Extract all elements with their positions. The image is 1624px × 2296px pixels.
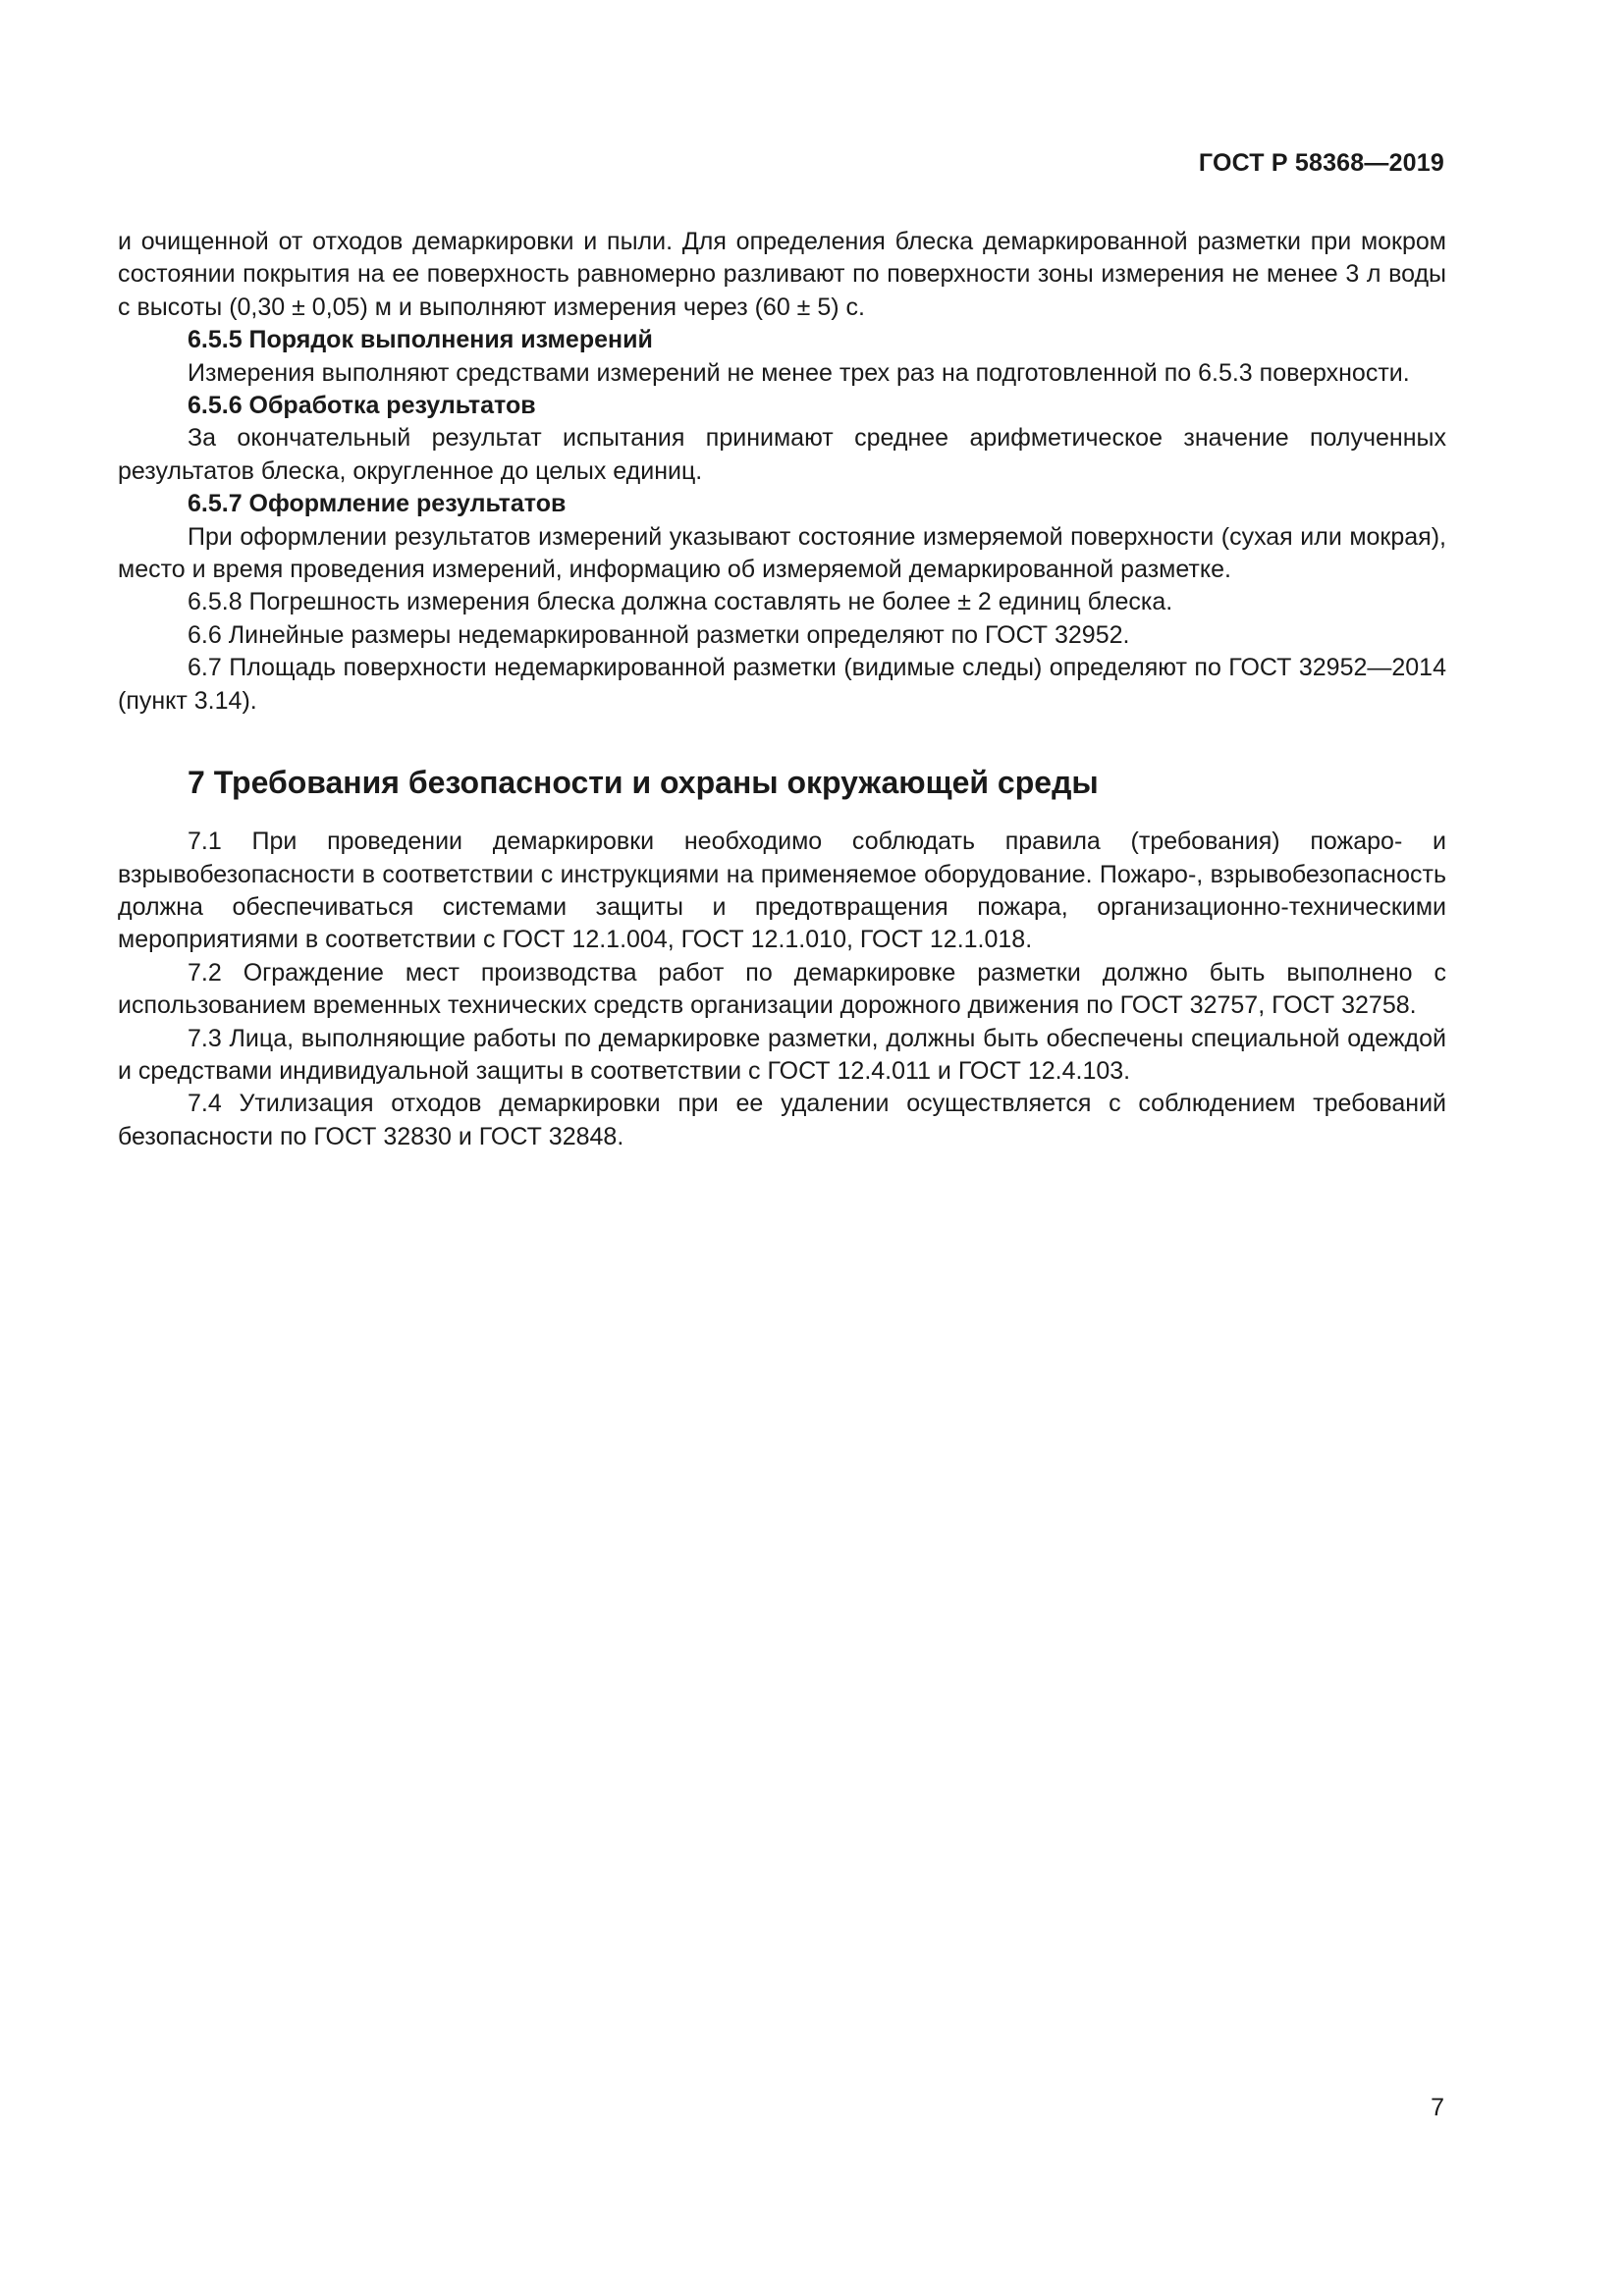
document-code-header: ГОСТ Р 58368—2019 xyxy=(1198,149,1444,177)
paragraph-7-3: 7.3 Лица, выполняющие работы по демаркировке разметки, должны быть обеспечены специальной одеждой и средствами индивидуальной защиты в соответствии с ГОСТ 12.4.011 и ГОСТ 12.4.103. xyxy=(118,1024,1446,1085)
paragraph-6-5-5: Измерения выполняют средствами измерений не менее трех раз на подготовленной по 6.5.3 поверхности. xyxy=(188,358,1410,387)
section-heading-7: 7 Требования безопасности и охраны окружающей среды xyxy=(188,765,1099,801)
page-number: 7 xyxy=(1431,2094,1444,2121)
paragraph-7-1: 7.1 При проведении демаркировки необходимо соблюдать правила (требования) пожаро- и взрывобезопасности в соответствии с инструкциями на применяемое оборудование. Пожаро-, взрывобезопасность должна обеспечиваться системами защиты и предотвращения пожара, организационно-техническими мероприятиями в соответствии с ГОСТ 12.1.004, ГОСТ 12.1.010, ГОСТ 12.1.018. xyxy=(118,828,1446,954)
paragraph-6-5-7: При оформлении результатов измерений указывают состояние измеряемой поверхности (сухая или мокрая), место и время проведения измерений, информацию об измеряемой демаркированной разметке. xyxy=(118,522,1446,584)
paragraph-7-2: 7.2 Ограждение мест производства работ по демаркировке разметки должно быть выполнено с использованием временных технических средств организации дорожного движения по ГОСТ 32757, ГОСТ 32758. xyxy=(118,958,1446,1020)
continuation-paragraph: и очищенной от отходов демаркировки и пыли. Для определения блеска демаркированной разметки при мокром состоянии покрытия на ее поверхность равномерно разливают по поверхности зоны измерения не менее 3 л воды с высоты (0,30 ± 0,05) м и выполняют измерения через (60 ± 5) с. xyxy=(118,228,1446,321)
paragraph-7-4: 7.4 Утилизация отходов демаркировки при ее удалении осуществляется с соблюдением требований безопасности по ГОСТ 32830 и ГОСТ 32848. xyxy=(118,1090,1446,1150)
paragraph-6-5-6: За окончательный результат испытания принимают среднее арифметическое значение полученных результатов блеска, округленное до целых единиц. xyxy=(118,424,1446,485)
document-body xyxy=(118,226,1446,1153)
paragraph-6-6: 6.6 Линейные размеры недемаркированной разметки определяют по ГОСТ 32952. xyxy=(188,620,1130,649)
paragraph-6-5-8: 6.5.8 Погрешность измерения блеска должна составлять не более ± 2 единиц блеска. xyxy=(188,588,1173,616)
subsection-heading-6-5-7: 6.5.7 Оформление результатов xyxy=(188,490,567,518)
subsection-heading-6-5-6: 6.5.6 Обработка результатов xyxy=(188,392,536,420)
paragraph-6-7: 6.7 Площадь поверхности недемаркированной разметки (видимые следы) определяют по ГОСТ 32952—2014 (пункт 3.14). xyxy=(118,654,1446,715)
subsection-heading-6-5-5: 6.5.5 Порядок выполнения измерений xyxy=(188,326,653,354)
